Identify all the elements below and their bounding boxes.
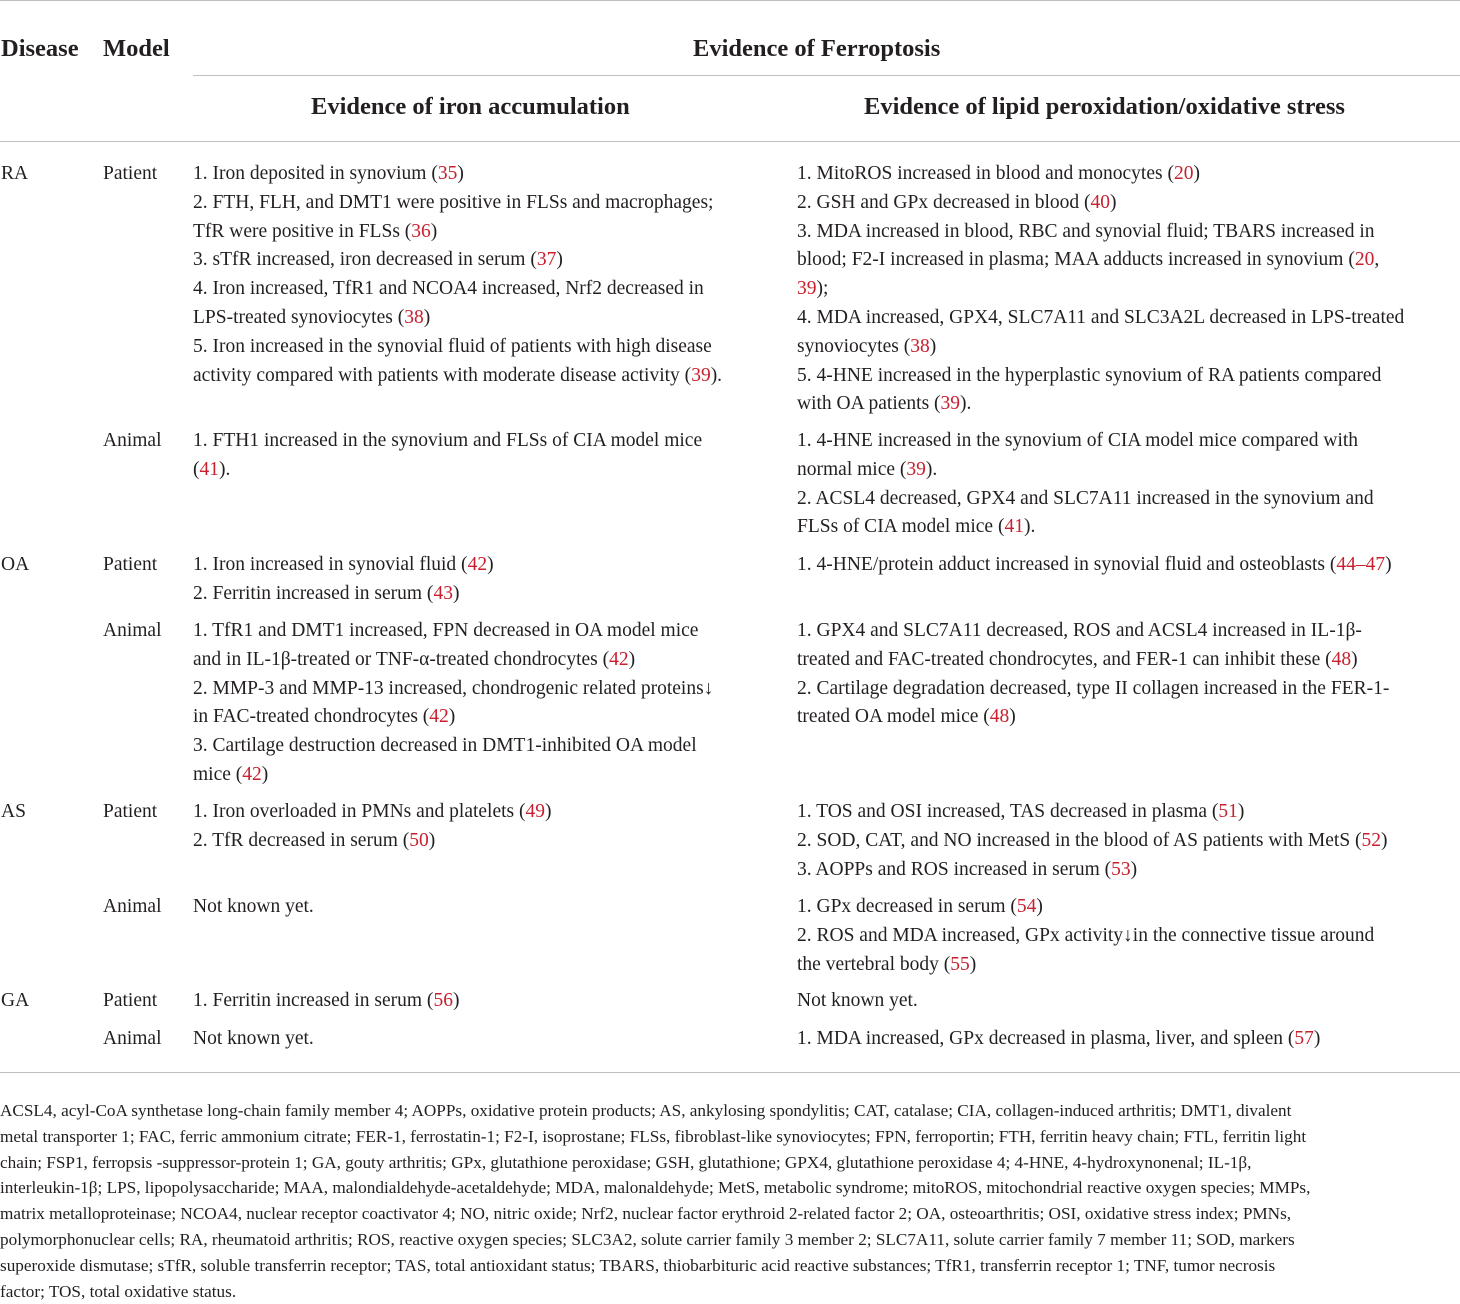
iron-cell-oa-patient — [193, 551, 494, 609]
evidence-text: LPS-treated synoviocytes ( — [193, 306, 405, 328]
evidence-text: 4. Iron increased, TfR1 and NCOA4 increased, Nrf2 decreased in — [193, 278, 704, 300]
evidence-text: 1. MDA increased, GPx decreased in plasma, liver, and spleen ( — [797, 1028, 1295, 1049]
evidence-line — [193, 189, 722, 218]
model-cell-as-animal: Animal — [103, 896, 162, 917]
evidence-text: 1. Iron increased in synovial fluid ( — [193, 554, 468, 575]
reference-link[interactable]: 35 — [437, 163, 458, 184]
evidence-text: ). — [960, 393, 972, 415]
evidence-line — [193, 703, 713, 732]
header-disease: Disease — [1, 35, 79, 62]
evidence-text: ). — [925, 458, 938, 480]
evidence-line — [797, 456, 1374, 485]
evidence-line — [797, 218, 1404, 247]
evidence-text: 3. MDA increased in blood, RBC and synovial fluid; TBARS increased in — [797, 220, 1375, 242]
lipid-cell-as-animal — [797, 893, 1374, 979]
lipid-cell-ga-patient — [797, 987, 918, 1016]
reference-link[interactable]: 39 — [797, 278, 817, 300]
reference-link[interactable]: 50 — [409, 829, 429, 851]
evidence-text: 2. Ferritin increased in serum ( — [193, 582, 434, 604]
evidence-line — [797, 485, 1374, 514]
evidence-text: Not known yet. — [797, 990, 918, 1011]
evidence-line — [797, 951, 1374, 980]
footnote-line: matrix metalloproteinase; NCOA4, nuclear receptor coactivator 4; NO, nitric oxide; Nrf2, nuclear factor erythroid 2-related factor 2; OA, osteoarthritis; OSI, oxidative stress index; PMNs, — [0, 1204, 1292, 1224]
evidence-text: ) — [261, 763, 269, 785]
evidence-line — [193, 827, 552, 856]
evidence-text: 1. 4-HNE increased in the synovium of CIA model mice compared with — [797, 430, 1359, 451]
evidence-text: ) — [452, 582, 460, 604]
evidence-text: 2. Cartilage degradation decreased, type II collagen increased in the FER-1- — [797, 677, 1390, 699]
evidence-text: ( — [193, 458, 200, 480]
evidence-line — [193, 275, 722, 304]
evidence-text: ) — [628, 648, 636, 670]
evidence-text: 1. TfR1 and DMT1 increased, FPN decreased in OA model mice — [193, 620, 699, 641]
evidence-text: 1. Iron deposited in synovium ( — [193, 163, 438, 184]
iron-cell-ga-animal — [193, 1025, 314, 1054]
evidence-line — [193, 893, 314, 922]
evidence-text: ) — [1351, 648, 1358, 670]
reference-link[interactable]: 57 — [1294, 1028, 1314, 1049]
evidence-line — [193, 246, 722, 275]
evidence-line — [193, 362, 722, 391]
evidence-text: 2. ACSL4 decreased, GPX4 and SLC7A11 increased in the synovium and — [797, 487, 1374, 509]
evidence-text: 1. GPX4 and SLC7A11 decreased, ROS and ACSL4 increased in IL-1β- — [797, 620, 1362, 641]
evidence-line — [797, 1025, 1320, 1054]
footnote-line: ACSL4, acyl-CoA synthetase long-chain family member 4; AOPPs, oxidative protein products; AS, ankylosing spondylitis; CAT, catalase; CIA, collagen-induced arthritis; DMT1, divalent — [0, 1101, 1292, 1120]
evidence-text: ); — [816, 278, 829, 300]
evidence-line — [193, 646, 713, 675]
reference-link[interactable]: 41 — [1004, 516, 1024, 538]
evidence-text: 2. MMP-3 and MMP-13 increased, chondrogenic related proteins↓ — [193, 677, 714, 699]
iron-cell-ga-patient — [193, 987, 459, 1016]
model-cell-ga-patient: Patient — [103, 990, 158, 1011]
model-cell-oa-animal: Animal — [103, 620, 162, 641]
evidence-line — [797, 646, 1389, 675]
evidence-text: 3. Cartilage destruction decreased in DMT1-inhibited OA model — [193, 735, 697, 757]
evidence-text: ) — [448, 706, 456, 728]
evidence-line — [797, 798, 1388, 827]
model-cell-ga-animal: Animal — [103, 1028, 162, 1049]
evidence-line — [797, 922, 1374, 951]
iron-cell-ra-animal — [193, 427, 702, 485]
evidence-text: ) — [1009, 706, 1016, 728]
evidence-text: ) — [1130, 858, 1138, 880]
evidence-text: 4. MDA increased, GPX4, SLC7A11 and SLC3A2L decreased in LPS-treated — [797, 306, 1405, 328]
evidence-line — [797, 427, 1374, 456]
lipid-cell-oa-patient — [797, 551, 1392, 580]
evidence-line — [797, 617, 1389, 646]
reference-link[interactable]: 20 — [1173, 163, 1194, 184]
evidence-text: ) — [487, 554, 494, 575]
evidence-text: ) — [452, 990, 460, 1011]
evidence-line — [193, 160, 722, 189]
lipid-cell-oa-animal — [797, 617, 1389, 732]
lipid-cell-ra-patient — [797, 160, 1404, 419]
evidence-line — [193, 761, 713, 790]
evidence-line — [193, 1025, 314, 1054]
evidence-text: 3. sTfR increased, iron decreased in serum ( — [193, 249, 537, 271]
disease-cell-ga: GA — [1, 990, 30, 1011]
evidence-line — [797, 675, 1389, 704]
evidence-text: ) — [1110, 191, 1117, 213]
evidence-line — [193, 617, 713, 646]
evidence-text: and in IL-1β-treated or TNF-α-treated chondrocytes ( — [193, 648, 610, 670]
reference-link[interactable]: 20 — [1354, 249, 1375, 271]
reference-link[interactable]: 42 — [467, 554, 488, 575]
evidence-text: 2. GSH and GPx decreased in blood ( — [797, 191, 1091, 213]
reference-link[interactable]: 54 — [1016, 896, 1037, 917]
model-cell-ra-patient: Patient — [103, 163, 158, 184]
reference-link[interactable]: 43 — [433, 582, 453, 604]
evidence-text: ) — [1381, 829, 1388, 851]
reference-link[interactable]: 36 — [411, 220, 431, 242]
reference-link[interactable]: 39 — [940, 393, 961, 415]
evidence-line — [193, 333, 722, 362]
evidence-text: treated OA model mice ( — [797, 706, 990, 728]
evidence-text: 2. ROS and MDA increased, GPx activity↓in the connective tissue around — [797, 924, 1375, 946]
evidence-text: 5. Iron increased in the synovial fluid of patients with high disease — [193, 335, 712, 357]
top-rule — [0, 0, 1460, 1]
evidence-text: 1. 4-HNE/protein adduct increased in synovial fluid and osteoblasts ( — [797, 554, 1337, 575]
evidence-line — [193, 580, 494, 609]
iron-cell-oa-animal — [193, 617, 713, 790]
evidence-line — [797, 275, 1404, 304]
evidence-line — [193, 675, 713, 704]
evidence-text: ) — [1036, 896, 1043, 917]
iron-cell-as-patient — [193, 798, 552, 856]
footnote-line: interleukin-1β; LPS, lipopolysaccharide; MAA, malondialdehyde-acetaldehyde; MDA, malonaldehyde; MetS, metabolic syndrome; mitoROS, mitochondrial reactive oxygen species; MMPs, — [0, 1178, 1311, 1198]
evidence-line — [797, 513, 1374, 542]
evidence-line — [193, 218, 722, 247]
evidence-text: ) — [423, 306, 431, 328]
evidence-line — [797, 189, 1404, 218]
footnote-line: factor; TOS, total oxidative status. — [0, 1281, 237, 1301]
evidence-line — [797, 893, 1374, 922]
evidence-text: ) — [457, 163, 464, 184]
reference-link[interactable]: 42 — [429, 706, 449, 728]
evidence-text: TfR were positive in FLSs ( — [193, 220, 412, 242]
evidence-text: activity compared with patients with moderate disease activity ( — [193, 364, 692, 386]
model-cell-ra-animal: Animal — [103, 430, 162, 451]
evidence-text: treated and FAC-treated chondrocytes, and FER-1 can inhibit these ( — [797, 648, 1332, 670]
evidence-line — [797, 304, 1404, 333]
iron-cell-ra-patient — [193, 160, 722, 390]
evidence-text: blood; F2-I increased in plasma; MAA adducts increased in synovium ( — [797, 249, 1355, 271]
header-model: Model — [103, 35, 170, 62]
evidence-text: 1. TOS and OSI increased, TAS decreased in plasma ( — [797, 801, 1219, 822]
evidence-text: ) — [929, 335, 937, 357]
reference-link[interactable]: 53 — [1111, 858, 1131, 880]
reference-link[interactable]: 42 — [242, 763, 262, 785]
evidence-text: 1. MitoROS increased in blood and monocytes ( — [797, 163, 1174, 184]
model-cell-as-patient: Patient — [103, 801, 158, 822]
reference-link[interactable]: 39 — [691, 364, 711, 386]
reference-link[interactable]: 37 — [536, 249, 557, 271]
evidence-line — [193, 551, 494, 580]
evidence-text: in FAC-treated chondrocytes ( — [193, 706, 430, 728]
evidence-text: , — [1374, 249, 1380, 271]
evidence-line — [797, 333, 1404, 362]
header-iron-accumulation: Evidence of iron accumulation — [311, 93, 630, 120]
evidence-text: Not known yet. — [193, 1028, 314, 1049]
evidence-line — [193, 427, 702, 456]
reference-link[interactable]: 42 — [609, 648, 629, 670]
evidence-text: 1. Ferritin increased in serum ( — [193, 990, 434, 1011]
evidence-text: ) — [545, 801, 552, 822]
evidence-text: 5. 4-HNE increased in the hyperplastic synovium of RA patients compared — [797, 364, 1382, 386]
evidence-line — [797, 856, 1388, 885]
model-cell-oa-patient: Patient — [103, 554, 158, 575]
footnote-line: chain; FSP1, ferropsis -suppressor-protein 1; GA, gouty arthritis; GPx, glutathione peroxidase; GSH, glutathione; GPX4, glutathione peroxidase 4; 4-HNE, 4-hydroxynonenal; IL-1β, — [0, 1152, 1252, 1172]
reference-link[interactable]: 48 — [989, 706, 1010, 728]
evidence-text: ) — [1237, 801, 1245, 822]
evidence-text: 2. FTH, FLH, and DMT1 were positive in FLSs and macrophages; — [193, 191, 714, 213]
evidence-text: ) — [1313, 1028, 1321, 1049]
iron-cell-as-animal — [193, 893, 314, 922]
reference-link[interactable]: 41 — [199, 458, 219, 480]
reference-link[interactable]: 38 — [910, 335, 930, 357]
evidence-text: ). — [1023, 516, 1036, 538]
evidence-text: the vertebral body ( — [797, 953, 951, 975]
table-footnote — [0, 1098, 1460, 1304]
evidence-line — [797, 390, 1404, 419]
evidence-line — [797, 551, 1392, 580]
lipid-cell-as-patient — [797, 798, 1388, 884]
header-lipid-peroxidation: Evidence of lipid peroxidation/oxidative stress — [864, 93, 1345, 120]
footnote-line: metal transporter 1; FAC, ferric ammonium citrate; FER-1, ferrostatin-1; F2-I, isoprostane; FLSs, fibroblast-like synoviocytes; FPN, ferroportin; FTH, ferritin heavy chain; FTL, ferritin light — [0, 1126, 1307, 1146]
disease-cell-oa: OA — [1, 554, 30, 575]
evidence-text: ) — [1385, 554, 1392, 575]
footnote-line: polymorphonuclear cells; RA, rheumatoid arthritis; ROS, reactive oxygen species; SLC3A2, solute carrier family 3 member 2; SLC7A11, solute carrier family 7 member 11; SOD, markers — [0, 1229, 1295, 1249]
evidence-text: ) — [556, 249, 563, 271]
reference-link[interactable]: 52 — [1361, 829, 1382, 851]
disease-cell-ra: RA — [1, 163, 29, 184]
reference-link[interactable]: 39 — [906, 458, 926, 480]
evidence-line — [193, 456, 702, 485]
reference-link[interactable]: 55 — [950, 953, 970, 975]
evidence-text: 1. Iron overloaded in PMNs and platelets ( — [193, 801, 526, 822]
evidence-text: 1. FTH1 increased in the synovium and FLSs of CIA model mice — [193, 430, 703, 451]
evidence-line — [797, 827, 1388, 856]
evidence-text: Not known yet. — [193, 896, 314, 917]
evidence-text: 2. TfR decreased in serum ( — [193, 829, 410, 851]
evidence-line — [797, 160, 1404, 189]
evidence-text: ) — [430, 220, 438, 242]
reference-link[interactable]: 48 — [1331, 648, 1352, 670]
evidence-text: 2. SOD, CAT, and NO increased in the blood of AS patients with MetS ( — [797, 829, 1362, 851]
evidence-line — [193, 732, 713, 761]
evidence-text: ) — [969, 953, 977, 975]
evidence-text: with OA patients ( — [797, 393, 941, 415]
evidence-text: ). — [710, 364, 723, 386]
evidence-line — [193, 798, 552, 827]
reference-link[interactable]: 51 — [1218, 801, 1238, 822]
reference-link[interactable]: 56 — [433, 990, 453, 1011]
evidence-text: mice ( — [193, 763, 243, 785]
header-bottom-rule — [0, 141, 1460, 142]
evidence-line — [797, 362, 1404, 391]
reference-link[interactable]: 38 — [404, 306, 424, 328]
reference-link[interactable]: 49 — [525, 801, 546, 822]
header-evidence-of-ferroptosis: Evidence of Ferroptosis — [693, 35, 941, 62]
disease-cell-as: AS — [1, 801, 26, 822]
evidence-line — [797, 246, 1404, 275]
evidence-text: FLSs of CIA model mice ( — [797, 516, 1005, 538]
evidence-line — [797, 703, 1389, 732]
evidence-text: ). — [219, 458, 231, 480]
evidence-text: normal mice ( — [797, 458, 907, 480]
evidence-line — [797, 987, 918, 1016]
reference-link[interactable]: 40 — [1090, 191, 1111, 213]
evidence-line — [193, 987, 459, 1016]
evidence-text: 1. GPx decreased in serum ( — [797, 896, 1017, 917]
reference-link[interactable]: 44–47 — [1336, 554, 1386, 575]
evidence-line — [193, 304, 722, 333]
lipid-cell-ga-animal — [797, 1025, 1320, 1054]
lipid-cell-ra-animal — [797, 427, 1374, 542]
evidence-text: synoviocytes ( — [797, 335, 911, 357]
header-mid-rule — [193, 75, 1460, 76]
evidence-text: ) — [428, 829, 436, 851]
footnote-line: superoxide dismutase; sTfR, soluble transferrin receptor; TAS, total antioxidant status; TBARS, thiobarbituric acid reactive substances; TfR1, transferrin receptor 1; TNF, tumor necrosis — [0, 1255, 1276, 1275]
evidence-text: 3. AOPPs and ROS increased in serum ( — [797, 858, 1112, 880]
table-bottom-rule — [0, 1072, 1460, 1073]
evidence-text: ) — [1193, 163, 1200, 184]
